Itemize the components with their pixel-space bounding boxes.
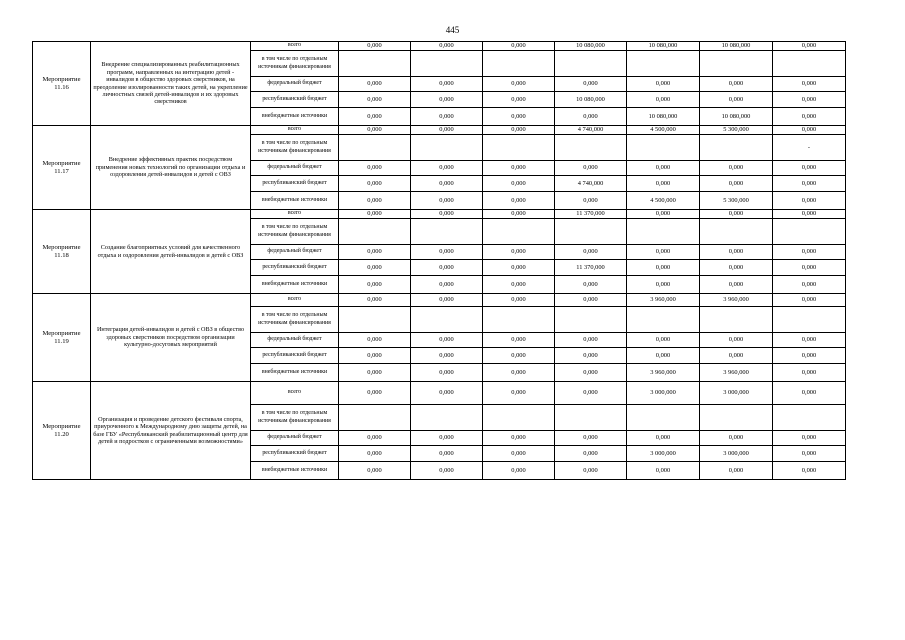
amount-cell xyxy=(339,307,411,333)
amount-cell: 0,000 xyxy=(411,333,483,348)
amount-cell: 5 300,000 xyxy=(700,192,773,210)
amount-cell: 10 080,000 xyxy=(700,108,773,126)
amount-cell: 0,000 xyxy=(411,431,483,446)
table-row xyxy=(33,210,846,219)
funding-source: в том числе по отдельным источникам финансирования xyxy=(251,219,339,245)
amount-cell: 3 000,000 xyxy=(700,382,773,405)
amount-cell: 3 960,000 xyxy=(700,294,773,307)
amount-cell: 0,000 xyxy=(700,431,773,446)
table-row xyxy=(33,382,846,405)
amount-cell xyxy=(339,135,411,161)
amount-cell: 0,000 xyxy=(483,294,555,307)
amount-cell: 0,000 xyxy=(339,276,411,294)
amount-cell: 0,000 xyxy=(555,446,627,462)
amount-cell xyxy=(483,307,555,333)
amount-cell: 0,000 xyxy=(339,245,411,260)
amount-cell: 0,000 xyxy=(700,77,773,92)
amount-cell xyxy=(773,219,846,245)
amount-cell: 0,000 xyxy=(773,431,846,446)
amount-cell: 0,000 xyxy=(411,462,483,480)
amount-cell: 0,000 xyxy=(339,42,411,51)
amount-cell: 0,000 xyxy=(339,176,411,192)
funding-source: федеральный бюджет xyxy=(251,77,339,92)
amount-cell xyxy=(627,307,700,333)
amount-cell: 0,000 xyxy=(555,161,627,176)
amount-cell: 0,000 xyxy=(773,108,846,126)
amount-cell: 0,000 xyxy=(339,333,411,348)
amount-cell xyxy=(700,307,773,333)
amount-cell: 0,000 xyxy=(411,348,483,364)
amount-cell: 0,000 xyxy=(411,77,483,92)
amount-cell: 0,000 xyxy=(627,348,700,364)
event-code: Мероприятие 11.16 xyxy=(33,42,91,126)
funding-source: республиканский бюджет xyxy=(251,176,339,192)
funding-source: всего xyxy=(251,42,339,51)
amount-cell: 0,000 xyxy=(339,348,411,364)
amount-cell: 0,000 xyxy=(483,245,555,260)
amount-cell: 0,000 xyxy=(773,210,846,219)
event-name: Интеграция детей-инвалидов и детей с ОВЗ в общество здоровых сверстников посредством организации культурно-досуговых мероприятий xyxy=(91,294,251,382)
amount-cell: 0,000 xyxy=(773,161,846,176)
event-code: Мероприятие 11.17 xyxy=(33,126,91,210)
amount-cell: 0,000 xyxy=(411,210,483,219)
amount-cell: 0,000 xyxy=(627,431,700,446)
funding-source: внебюджетные источники xyxy=(251,364,339,382)
amount-cell: 0,000 xyxy=(555,108,627,126)
amount-cell: 0,000 xyxy=(339,108,411,126)
amount-cell: 0,000 xyxy=(339,77,411,92)
amount-cell: 0,000 xyxy=(339,364,411,382)
amount-cell: 0,000 xyxy=(339,210,411,219)
event-name: Создание благоприятных условий для качественного отдыха и оздоровления детей-инвалидов и детей с ОВЗ xyxy=(91,210,251,294)
amount-cell: 0,000 xyxy=(773,92,846,108)
funding-source: республиканский бюджет xyxy=(251,92,339,108)
amount-cell: 0,000 xyxy=(483,260,555,276)
amount-cell: 0,000 xyxy=(700,176,773,192)
amount-cell: 0,000 xyxy=(411,108,483,126)
amount-cell: 0,000 xyxy=(627,161,700,176)
amount-cell: 0,000 xyxy=(339,462,411,480)
event-name: Внедрение эффективных практик посредством применения новых технологий по организации отдыха и оздоровления детей-инвалидов и детей с ОВЗ xyxy=(91,126,251,210)
amount-cell: 0,000 xyxy=(483,126,555,135)
funding-source: республиканский бюджет xyxy=(251,446,339,462)
amount-cell: 0,000 xyxy=(773,294,846,307)
amount-cell: 11 370,000 xyxy=(555,260,627,276)
funding-source: внебюджетные источники xyxy=(251,462,339,480)
amount-cell: 0,000 xyxy=(483,210,555,219)
amount-cell xyxy=(339,405,411,431)
amount-cell: 0,000 xyxy=(339,260,411,276)
amount-cell xyxy=(700,135,773,161)
amount-cell: 0,000 xyxy=(700,260,773,276)
amount-cell: 3 000,000 xyxy=(700,446,773,462)
funding-source: всего xyxy=(251,382,339,405)
amount-cell: 0,000 xyxy=(483,462,555,480)
amount-cell: 0,000 xyxy=(555,382,627,405)
amount-cell: 0,000 xyxy=(411,364,483,382)
amount-cell: 0,000 xyxy=(773,276,846,294)
amount-cell: 10 080,000 xyxy=(627,108,700,126)
amount-cell: 0,000 xyxy=(773,176,846,192)
amount-cell xyxy=(627,219,700,245)
amount-cell xyxy=(483,135,555,161)
amount-cell: 0,000 xyxy=(700,462,773,480)
amount-cell: 0,000 xyxy=(339,92,411,108)
amount-cell xyxy=(483,219,555,245)
event-code: Мероприятие 11.19 xyxy=(33,294,91,382)
amount-cell: 0,000 xyxy=(483,92,555,108)
table-row xyxy=(33,294,846,307)
event-code: Мероприятие 11.20 xyxy=(33,382,91,480)
funding-source: федеральный бюджет xyxy=(251,245,339,260)
amount-cell xyxy=(627,51,700,77)
amount-cell: 0,000 xyxy=(483,192,555,210)
amount-cell: 0,000 xyxy=(483,176,555,192)
amount-cell: 0,000 xyxy=(555,245,627,260)
funding-source: федеральный бюджет xyxy=(251,431,339,446)
amount-cell: 0,000 xyxy=(700,333,773,348)
amount-cell xyxy=(339,219,411,245)
amount-cell: 0,000 xyxy=(555,276,627,294)
amount-cell: 0,000 xyxy=(411,126,483,135)
amount-cell xyxy=(555,307,627,333)
amount-cell: 0,000 xyxy=(411,92,483,108)
table-row xyxy=(33,42,846,51)
amount-cell: 10 080,000 xyxy=(555,42,627,51)
amount-cell: 0,000 xyxy=(627,92,700,108)
amount-cell xyxy=(627,135,700,161)
amount-cell: 3 960,000 xyxy=(700,364,773,382)
amount-cell: 3 960,000 xyxy=(627,364,700,382)
amount-cell: 0,000 xyxy=(627,77,700,92)
amount-cell: 0,000 xyxy=(339,294,411,307)
amount-cell xyxy=(700,219,773,245)
amount-cell: 0,000 xyxy=(700,348,773,364)
amount-cell: 0,000 xyxy=(700,245,773,260)
amount-cell: 0,000 xyxy=(555,431,627,446)
event-name: Организация и проведение детского фестиваля спорта, приуроченного к Международному дню защиты детей, на базе ГБУ «Республиканский реабилитационный центр для детей и подростков с ограниченными возможностями» xyxy=(91,382,251,480)
amount-cell: 0,000 xyxy=(627,462,700,480)
funding-source: внебюджетные источники xyxy=(251,276,339,294)
amount-cell xyxy=(339,51,411,77)
amount-cell: 0,000 xyxy=(339,192,411,210)
amount-cell: 0,000 xyxy=(555,348,627,364)
amount-cell: 0,000 xyxy=(483,364,555,382)
funding-source: республиканский бюджет xyxy=(251,348,339,364)
amount-cell: 0,000 xyxy=(483,276,555,294)
amount-cell: 4 500,000 xyxy=(627,192,700,210)
funding-source: внебюджетные источники xyxy=(251,108,339,126)
amount-cell: 0,000 xyxy=(339,382,411,405)
amount-cell: - xyxy=(773,135,846,161)
amount-cell xyxy=(411,219,483,245)
amount-cell: 0,000 xyxy=(627,260,700,276)
amount-cell: 0,000 xyxy=(483,348,555,364)
amount-cell: 0,000 xyxy=(339,126,411,135)
amount-cell: 0,000 xyxy=(411,446,483,462)
amount-cell: 0,000 xyxy=(700,161,773,176)
amount-cell xyxy=(411,405,483,431)
amount-cell: 0,000 xyxy=(483,431,555,446)
funding-source: в том числе по отдельным источникам финансирования xyxy=(251,51,339,77)
amount-cell xyxy=(773,307,846,333)
amount-cell: 3 000,000 xyxy=(627,382,700,405)
amount-cell: 0,000 xyxy=(339,431,411,446)
amount-cell: 0,000 xyxy=(483,382,555,405)
event-name: Внедрение специализированных реабилитационных программ, направленных на интеграцию детей - инвалидов в общество здоровых сверстников, на преодоление изолированности таких детей, на укрепление личностных связей детей-инвалидов и их здоровых сверстников xyxy=(91,42,251,126)
amount-cell: 0,000 xyxy=(411,276,483,294)
amount-cell: 0,000 xyxy=(627,176,700,192)
amount-cell: 0,000 xyxy=(339,161,411,176)
event-code: Мероприятие 11.18 xyxy=(33,210,91,294)
amount-cell: 0,000 xyxy=(411,245,483,260)
amount-cell: 0,000 xyxy=(555,333,627,348)
amount-cell xyxy=(555,219,627,245)
amount-cell: 0,000 xyxy=(700,92,773,108)
amount-cell: 0,000 xyxy=(773,77,846,92)
page-number: 445 xyxy=(445,25,460,35)
amount-cell: 0,000 xyxy=(411,176,483,192)
amount-cell: 0,000 xyxy=(773,42,846,51)
amount-cell: 0,000 xyxy=(483,446,555,462)
amount-cell: 0,000 xyxy=(483,161,555,176)
amount-cell xyxy=(411,135,483,161)
amount-cell: 0,000 xyxy=(700,210,773,219)
amount-cell: 10 080,000 xyxy=(627,42,700,51)
amount-cell: 0,000 xyxy=(700,276,773,294)
amount-cell: 0,000 xyxy=(773,462,846,480)
amount-cell xyxy=(773,51,846,77)
amount-cell: 0,000 xyxy=(483,333,555,348)
amount-cell: 0,000 xyxy=(773,126,846,135)
amount-cell xyxy=(773,405,846,431)
amount-cell: 0,000 xyxy=(555,462,627,480)
amount-cell: 0,000 xyxy=(555,77,627,92)
amount-cell xyxy=(411,51,483,77)
funding-source: в том числе по отдельным источникам финансирования xyxy=(251,405,339,431)
amount-cell xyxy=(411,307,483,333)
amount-cell: 0,000 xyxy=(555,294,627,307)
amount-cell xyxy=(483,51,555,77)
amount-cell: 0,000 xyxy=(411,161,483,176)
amount-cell: 0,000 xyxy=(773,260,846,276)
amount-cell: 0,000 xyxy=(627,210,700,219)
amount-cell: 4 740,000 xyxy=(555,126,627,135)
amount-cell: 10 080,000 xyxy=(700,42,773,51)
amount-cell: 0,000 xyxy=(773,348,846,364)
amount-cell: 0,000 xyxy=(411,294,483,307)
amount-cell xyxy=(555,135,627,161)
amount-cell: 0,000 xyxy=(773,382,846,405)
amount-cell: 3 960,000 xyxy=(627,294,700,307)
amount-cell: 0,000 xyxy=(773,446,846,462)
amount-cell: 0,000 xyxy=(555,192,627,210)
funding-source: в том числе по отдельным источникам финансирования xyxy=(251,135,339,161)
amount-cell xyxy=(555,51,627,77)
amount-cell: 4 500,000 xyxy=(627,126,700,135)
funding-source: федеральный бюджет xyxy=(251,333,339,348)
amount-cell xyxy=(700,51,773,77)
funding-source: внебюджетные источники xyxy=(251,192,339,210)
amount-cell: 0,000 xyxy=(627,333,700,348)
funding-source: всего xyxy=(251,126,339,135)
funding-table xyxy=(32,41,846,480)
amount-cell: 0,000 xyxy=(773,245,846,260)
amount-cell: 0,000 xyxy=(483,77,555,92)
amount-cell xyxy=(700,405,773,431)
funding-source: всего xyxy=(251,210,339,219)
amount-cell: 0,000 xyxy=(339,446,411,462)
amount-cell xyxy=(627,405,700,431)
funding-source: всего xyxy=(251,294,339,307)
amount-cell: 0,000 xyxy=(483,108,555,126)
amount-cell: 5 300,000 xyxy=(700,126,773,135)
funding-source: в том числе по отдельным источникам финансирования xyxy=(251,307,339,333)
funding-source: республиканский бюджет xyxy=(251,260,339,276)
amount-cell: 11 370,000 xyxy=(555,210,627,219)
amount-cell: 0,000 xyxy=(627,245,700,260)
amount-cell: 4 740,000 xyxy=(555,176,627,192)
amount-cell: 0,000 xyxy=(411,42,483,51)
amount-cell: 0,000 xyxy=(773,333,846,348)
funding-source: федеральный бюджет xyxy=(251,161,339,176)
amount-cell: 0,000 xyxy=(773,192,846,210)
amount-cell: 10 080,000 xyxy=(555,92,627,108)
amount-cell: 0,000 xyxy=(411,382,483,405)
amount-cell: 3 000,000 xyxy=(627,446,700,462)
amount-cell: 0,000 xyxy=(773,364,846,382)
amount-cell: 0,000 xyxy=(627,276,700,294)
amount-cell: 0,000 xyxy=(411,260,483,276)
amount-cell: 0,000 xyxy=(555,364,627,382)
amount-cell xyxy=(483,405,555,431)
amount-cell: 0,000 xyxy=(411,192,483,210)
table-row xyxy=(33,126,846,135)
amount-cell: 0,000 xyxy=(483,42,555,51)
amount-cell xyxy=(555,405,627,431)
